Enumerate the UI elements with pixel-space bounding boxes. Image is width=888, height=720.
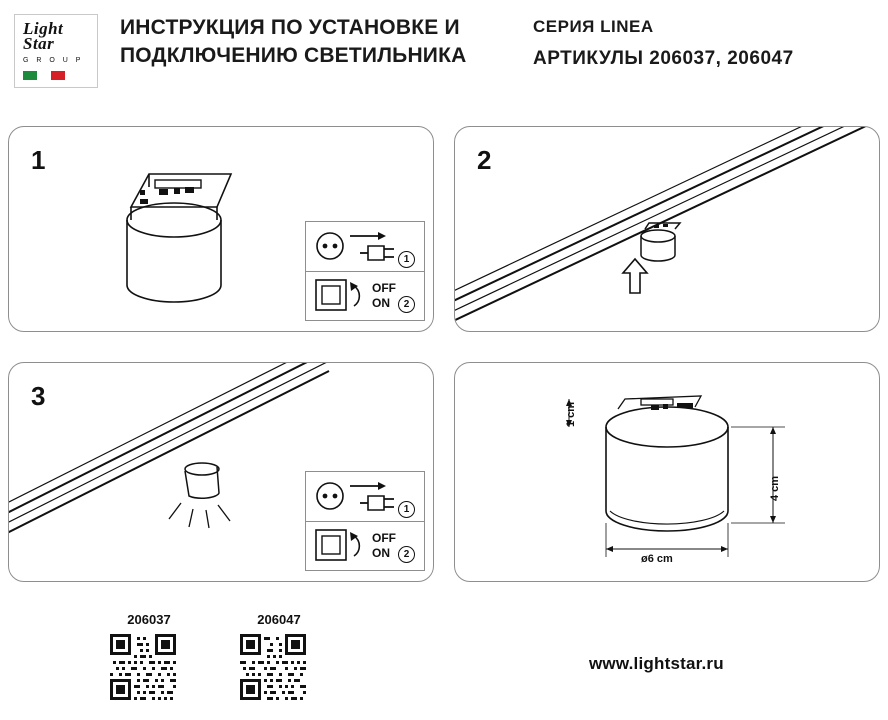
badge-socket-1: 1 (398, 501, 415, 518)
badge-switch-2: 2 (398, 546, 415, 563)
switch-off-label: OFF (372, 281, 396, 295)
step-2-illustration (455, 127, 879, 331)
series-label: СЕРИЯ LINEA (533, 17, 654, 36)
qr-block-206047 (240, 612, 318, 704)
logo-line-1: Light (23, 19, 64, 38)
step-panel-2 (454, 126, 880, 332)
switch-off-label: OFF (372, 531, 396, 545)
switch-on-label: ON (372, 296, 390, 310)
step-panel-3 (8, 362, 434, 582)
page-header (0, 0, 888, 100)
step-panel-1 (8, 126, 434, 332)
step-number-1: 1 (31, 145, 46, 175)
logo-text (23, 21, 83, 68)
dimension-height-top: 1 cm (565, 401, 577, 427)
switch-on-label: ON (372, 546, 390, 560)
website-url[interactable]: www.lightstar.ru (589, 654, 724, 673)
brand-logo (14, 14, 98, 88)
qr-label-206037: 206037 (127, 612, 171, 627)
step-number-2: 2 (477, 145, 492, 175)
step-3-power-inset (305, 471, 425, 571)
italian-flag-icon (23, 71, 65, 80)
step-number-3: 3 (31, 381, 46, 411)
badge-socket-1: 1 (398, 251, 415, 268)
dimension-diameter: ø6 cm (641, 553, 673, 565)
step-1-power-inset (305, 221, 425, 321)
qr-block-206037 (110, 612, 188, 704)
logo-line-2: Star (23, 34, 55, 53)
page-title: ИНСТРУКЦИЯ ПО УСТАНОВКЕ И ПОДКЛЮЧЕНИЮ СВЕТИЛЬНИКА (120, 16, 467, 67)
qr-label-206047: 206047 (257, 612, 301, 627)
qr-code-icon (110, 634, 176, 700)
dimension-drawing (455, 363, 879, 581)
dimensions-panel (454, 362, 880, 582)
badge-switch-2: 2 (398, 296, 415, 313)
logo-group-text: G R O U P (23, 57, 84, 64)
dimension-height-body: 4 cm (769, 475, 781, 501)
qr-code-icon (240, 634, 306, 700)
articles-label: АРТИКУЛЫ 206037, 206047 (533, 48, 794, 69)
